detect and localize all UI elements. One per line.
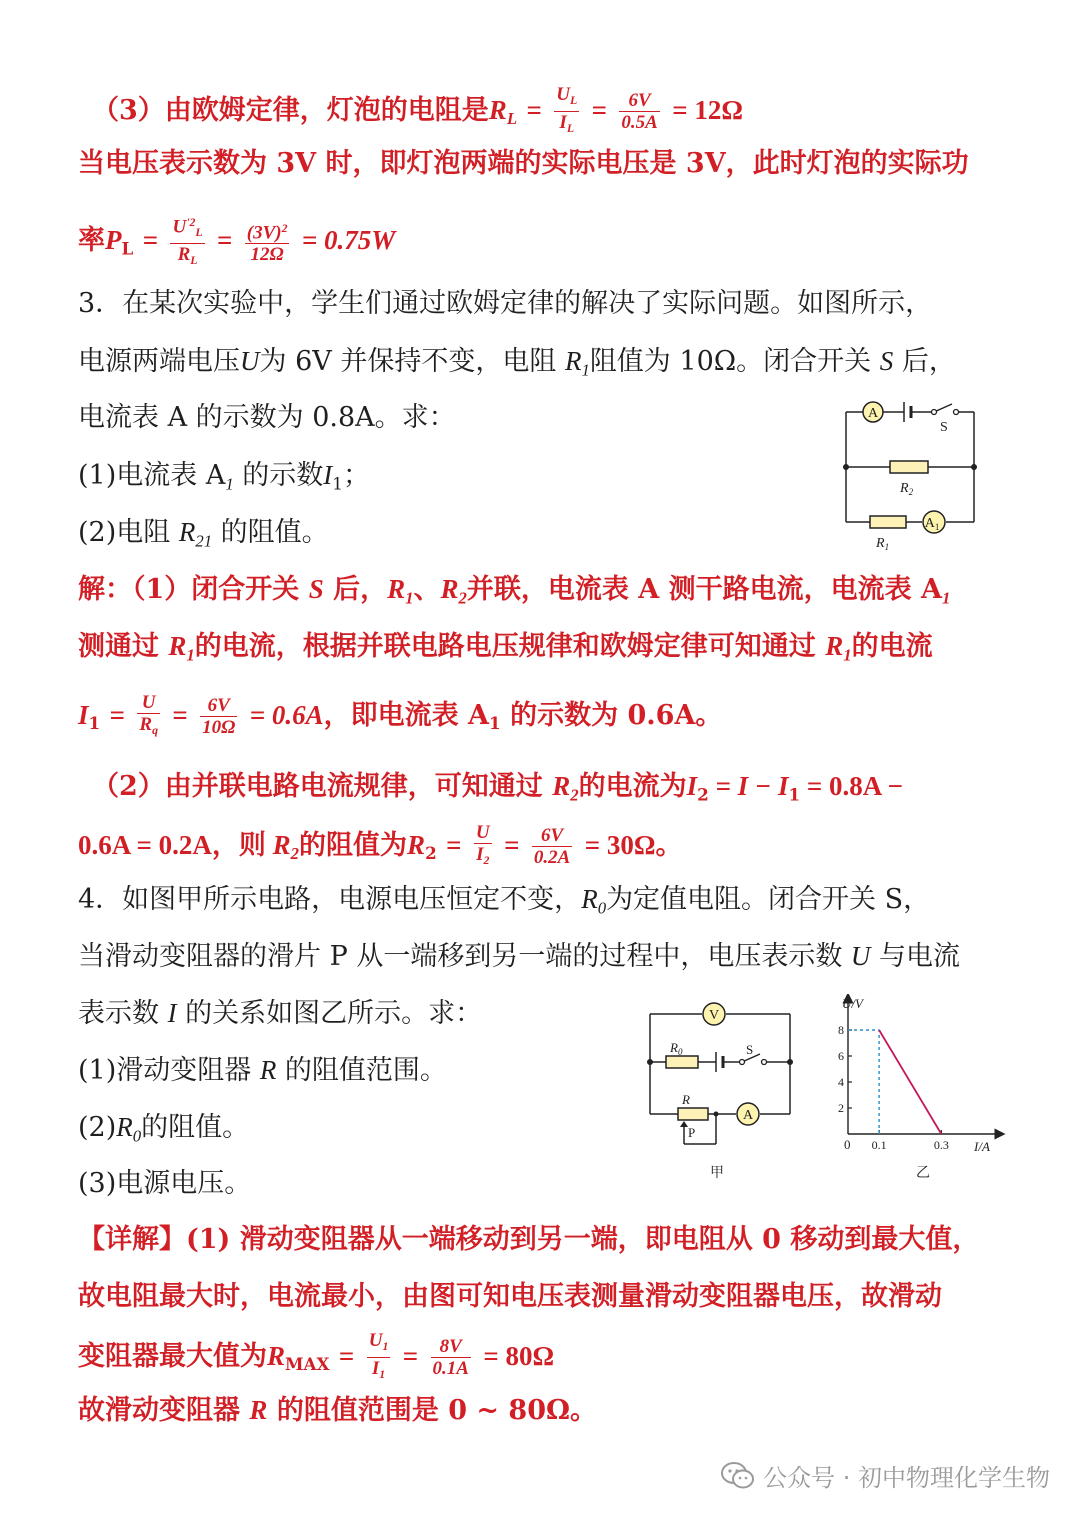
wechat-icon — [721, 1462, 755, 1496]
switch-label: S — [746, 1042, 754, 1057]
q4-circuit-diagram — [640, 994, 805, 1184]
sol3q-line2: 测通过 $R_1$的电流，根据并联电路电压规律和欧姆定律可知通过 $R_1$的电流 — [78, 631, 933, 665]
y-axis-label: U/V — [842, 996, 863, 1011]
q4-item2: $(2)R_0$的阻值。 — [78, 1112, 250, 1146]
sol3q-line5: 0.6A = 0.2A，则 $R_2$的阻值为$R_2$ = $\frac{U}{I_2}$ = $\frac{6V}{0.2A}$ = 30Ω。 — [78, 822, 682, 874]
fraction: $\frac{6V}{0.2A}$ — [533, 824, 571, 868]
q3-item2: (2)电阻 $R_{21}$ 的阻值。 — [78, 517, 329, 551]
sol3q-line3: $I_1$ = $\frac{U}{R_q}$ = $\frac{6V}{10\Omega}$ = 0.6A，即电流表 $A_1$ 的示数为 0.6A。 — [78, 692, 722, 743]
slider-p-label: P — [688, 1125, 696, 1140]
ammeter-label: A — [742, 1108, 754, 1123]
sol3q-line4: （2）由并联电路电流规律，可知通过 $R_2$的电流为$I_2 = I - I_1 = 0.8A$ − — [92, 771, 903, 805]
fraction: $\frac{U}{R_q}$ — [139, 692, 158, 737]
ammeter-a1-label: $A_1$ — [924, 516, 940, 532]
switch-label: S — [940, 420, 948, 435]
watermark: 公众号 · 初中物理化学生物 — [721, 1458, 1050, 1496]
origin-label: 0 — [844, 1137, 851, 1152]
sol3q-line1: 解：（1）闭合开关 S 后，$R_1$、$R_2$并联，电流表 A 测干路电流，电流表 $A_1$ — [78, 574, 951, 608]
fraction: $\frac{U^{'2}_L}{R_L}$ — [170, 212, 204, 271]
q3-item1: (1)电流表 $A_1$ 的示数$I_1$； — [78, 460, 370, 494]
q4-line2: 当滑动变阻器的滑片 P 从一端移到另一端的过程中，电压表示数 U 与电流 — [78, 941, 961, 972]
q4-item1: (1)滑动变阻器 R 的阻值范围。 — [78, 1055, 447, 1086]
q4-line3: 表示数 I 的关系如图乙所示。求： — [78, 998, 483, 1029]
fraction: $\frac{(3V)^2}{12\Omega}$ — [245, 218, 290, 265]
q3-line1: 3．在某次实验中，学生们通过欧姆定律的解决了实际问题。如图所示， — [78, 288, 933, 319]
fraction: $\frac{6V}{10\Omega}$ — [202, 694, 236, 738]
fraction: $\frac{U}{I_2}$ — [475, 822, 490, 867]
circuit-caption: 甲 — [710, 1166, 724, 1181]
fraction: $\frac{8V}{0.1A}$ — [432, 1335, 469, 1379]
x-tick-label: 0.3 — [933, 1138, 949, 1152]
sol4-line1: 【详解】(1) 滑动变阻器从一端移动到另一端，即电阻从 0 移动到最大值， — [78, 1224, 980, 1255]
q4-item3: (3)电源电压。 — [78, 1168, 252, 1199]
sol4-line4: 故滑动变阻器 R 的阻值范围是 0 ~ 80Ω。 — [78, 1395, 598, 1426]
voltmeter-label: V — [708, 1008, 720, 1023]
r0-label: $R_0$ — [670, 1040, 683, 1057]
y-tick-label: 6 — [838, 1049, 844, 1063]
sol4-line3: 变阻器最大值为$R_{MAX}$ = $\frac{U_1}{I_1}$ = $\frac{8V}{0.1A}$ = 80Ω — [78, 1330, 554, 1385]
graph-caption: 乙 — [916, 1166, 930, 1181]
sol3-line1: （3）由欧姆定律，灯泡的电阻是$R_L$ = $\frac{U_L}{I_L}$ = $\frac{6V}{0.5A}$ = 12Ω — [92, 84, 743, 139]
y-tick-label: 8 — [838, 1023, 844, 1037]
r1-label: $R_1$ — [876, 536, 890, 552]
sol4-line2: 故电阻最大时，电流最小，由图可知电压表测量滑动变阻器电压，故滑动 — [78, 1281, 942, 1312]
x-axis-label: I/A — [974, 1139, 990, 1154]
fraction: $\frac{U_1}{I_1}$ — [368, 1330, 389, 1381]
series-line-segment — [879, 1030, 941, 1134]
q3-line3: 电流表 A 的示数为 0.8A。求： — [78, 402, 456, 433]
ammeter-label: A — [867, 406, 879, 421]
x-tick-label: 0.1 — [871, 1138, 887, 1152]
r-label: R — [682, 1092, 690, 1107]
y-tick-label: 4 — [838, 1075, 844, 1089]
q3-line2: 电源两端电压U为 6V 并保持不变，电阻 $R_1$阻值为 10Ω。闭合开关 S 后， — [78, 346, 956, 380]
q4-line1: 4．如图甲所示电路，电源电压恒定不变，$R_0$为定值电阻。闭合开关 S， — [78, 884, 931, 918]
sol3-line3: 率$P_L$ = $\frac{U^{'2}_L}{R_L}$ = $\frac{(3V)^2}{12\Omega}$ = 0.75W — [78, 212, 395, 271]
fraction: $\frac{U_L}{I_L}$ — [556, 84, 578, 135]
q3-circuit-diagram — [838, 392, 988, 557]
sol3-line2: 当电压表示数为 3V 时，即灯泡两端的实际电压是 3V，此时灯泡的实际功 — [78, 148, 969, 179]
fraction: $\frac{6V}{0.5A}$ — [621, 89, 658, 133]
r2-label: $R_2$ — [900, 481, 914, 497]
y-tick-label: 2 — [838, 1101, 844, 1115]
q4-ui-graph — [828, 994, 1008, 1184]
